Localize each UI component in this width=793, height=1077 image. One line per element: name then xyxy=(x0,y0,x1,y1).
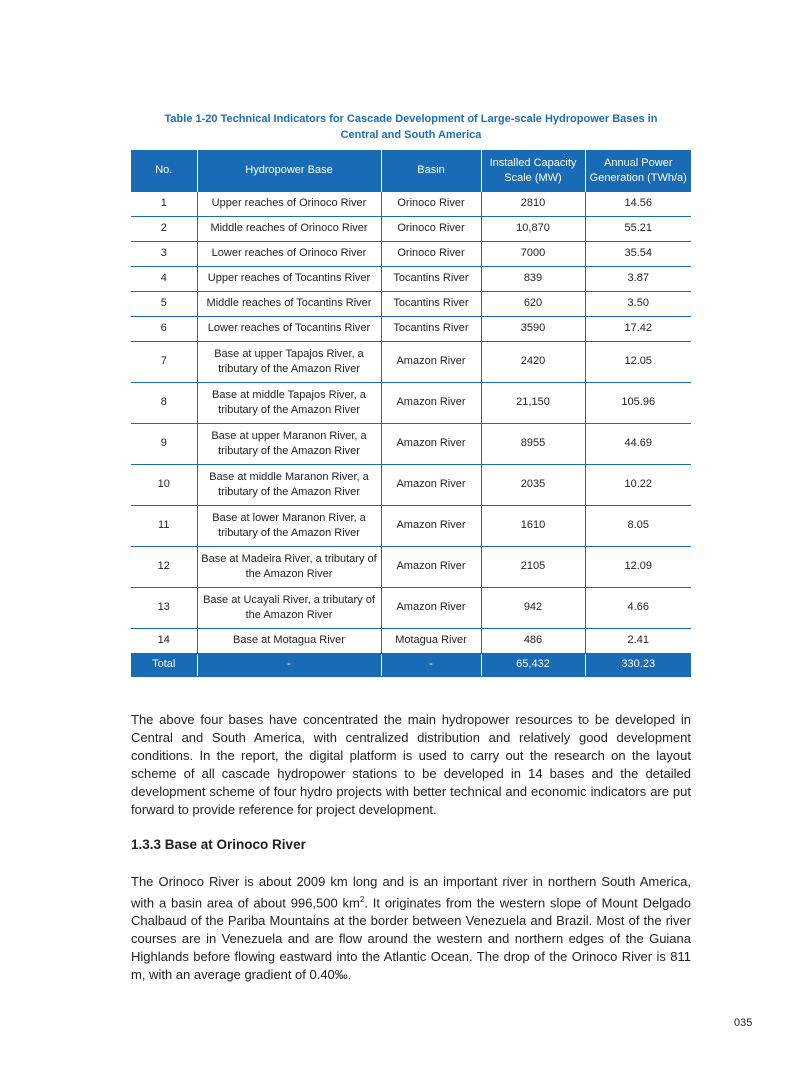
table-row xyxy=(131,547,691,588)
cell-generation: 3.50 xyxy=(585,292,691,317)
table-row xyxy=(131,242,691,267)
cell-no: 11 xyxy=(131,506,197,547)
cell-no: 4 xyxy=(131,267,197,292)
cell-basin: Orinoco River xyxy=(381,192,481,217)
cell-generation: 17.42 xyxy=(585,317,691,342)
cell-basin: Amazon River xyxy=(381,465,481,506)
table-row xyxy=(131,629,691,654)
cell-basin: Amazon River xyxy=(381,342,481,383)
cell-capacity: 839 xyxy=(481,267,585,292)
cell-generation: 3.87 xyxy=(585,267,691,292)
cell-capacity: 942 xyxy=(481,588,585,629)
total-cell-generation: 330.23 xyxy=(585,654,691,677)
table-row xyxy=(131,217,691,242)
table-row xyxy=(131,506,691,547)
cell-capacity: 2420 xyxy=(481,342,585,383)
cell-base: Base at middle Maranon River, a tributary of the Amazon River xyxy=(197,465,381,506)
cell-no: 2 xyxy=(131,217,197,242)
para-text: . It originates from the western slope of Mount Delgado Chalbaud of the Pariba Mountains at the border between Venezuela and Brazil. Most of the river courses are in Venezuela and are flow around the western and northern edges of the Guiana Highlands before flowing eastward into the Atlantic Ocean. The drop of the Orinoco River is 811 m, with an average gradient of 0.40‰. xyxy=(131,895,691,983)
cell-base: Middle reaches of Tocantins River xyxy=(197,292,381,317)
cell-base: Base at Ucayali River, a tributary of the Amazon River xyxy=(197,588,381,629)
paragraph-summary: The above four bases have concentrated the main hydropower resources to be developed in Central and South America, with centralized distribution and relatively good development conditions. In the report, the digital platform is used to carry out the research on the layout scheme of all cascade hydropower stations to be developed in 14 bases and the detailed development scheme of four hydro projects with better technical and economic indicators are put forward to provide reference for project development. xyxy=(131,712,691,817)
header-capacity: Installed Capacity Scale (MW) xyxy=(481,150,585,192)
table-row xyxy=(131,342,691,383)
cell-base: Base at Motagua River xyxy=(197,629,381,654)
cell-capacity: 2810 xyxy=(481,192,585,217)
cell-capacity: 10,870 xyxy=(481,217,585,242)
cell-capacity: 21,150 xyxy=(481,383,585,424)
total-cell-base: - xyxy=(197,654,381,677)
table-caption xyxy=(131,112,691,143)
paragraph-orinoco xyxy=(131,873,691,984)
cell-basin: Tocantins River xyxy=(381,292,481,317)
cell-no: 5 xyxy=(131,292,197,317)
table-row xyxy=(131,317,691,342)
section-heading: 1.3.3 Base at Orinoco River xyxy=(131,837,306,852)
cell-base: Base at upper Maranon River, a tributary of the Amazon River xyxy=(197,424,381,465)
cell-basin: Amazon River xyxy=(381,383,481,424)
cell-basin: Orinoco River xyxy=(381,242,481,267)
para-text: The Orinoco River is about 2009 km long and is an important river in northern South America, with a basin area of about 996,500 km xyxy=(131,874,691,911)
cell-generation: 4.66 xyxy=(585,588,691,629)
cell-no: 14 xyxy=(131,629,197,654)
hydropower-table xyxy=(131,150,691,677)
cell-base: Middle reaches of Orinoco River xyxy=(197,217,381,242)
header-no: No. xyxy=(131,150,197,192)
caption-line-1: Table 1-20 Technical Indicators for Cascade Development of Large-scale Hydropower Bases in xyxy=(164,113,658,125)
cell-base: Upper reaches of Orinoco River xyxy=(197,192,381,217)
table-row xyxy=(131,588,691,629)
cell-base: Base at Madeira River, a tributary of the Amazon River xyxy=(197,547,381,588)
cell-basin: Amazon River xyxy=(381,588,481,629)
header-base: Hydropower Base xyxy=(197,150,381,192)
cell-capacity: 1610 xyxy=(481,506,585,547)
cell-no: 13 xyxy=(131,588,197,629)
cell-no: 1 xyxy=(131,192,197,217)
cell-basin: Amazon River xyxy=(381,424,481,465)
cell-capacity: 486 xyxy=(481,629,585,654)
cell-base: Upper reaches of Tocantins River xyxy=(197,267,381,292)
cell-no: 3 xyxy=(131,242,197,267)
cell-base: Base at middle Tapajos River, a tributary of the Amazon River xyxy=(197,383,381,424)
table-row xyxy=(131,383,691,424)
caption-line-2: Central and South America xyxy=(340,128,482,141)
superscript: 2 xyxy=(359,895,365,904)
cell-generation: 2.41 xyxy=(585,629,691,654)
cell-generation: 14.56 xyxy=(585,192,691,217)
page-number: 035 xyxy=(734,1017,753,1029)
cell-base: Base at lower Maranon River, a tributary of the Amazon River xyxy=(197,506,381,547)
cell-basin: Orinoco River xyxy=(381,217,481,242)
cell-capacity: 8955 xyxy=(481,424,585,465)
cell-generation: 10.22 xyxy=(585,465,691,506)
cell-basin: Motagua River xyxy=(381,629,481,654)
cell-generation: 35.54 xyxy=(585,242,691,267)
cell-no: 12 xyxy=(131,547,197,588)
cell-no: 9 xyxy=(131,424,197,465)
header-generation: Annual Power Generation (TWh/a) xyxy=(585,150,691,192)
cell-basin: Amazon River xyxy=(381,506,481,547)
cell-generation: 55.21 xyxy=(585,217,691,242)
table-row xyxy=(131,465,691,506)
cell-basin: Tocantins River xyxy=(381,267,481,292)
total-cell-no: Total xyxy=(131,654,197,677)
cell-generation: 44.69 xyxy=(585,424,691,465)
cell-basin: Tocantins River xyxy=(381,317,481,342)
total-row xyxy=(131,654,691,677)
cell-base: Lower reaches of Orinoco River xyxy=(197,242,381,267)
cell-generation: 12.09 xyxy=(585,547,691,588)
cell-capacity: 2105 xyxy=(481,547,585,588)
cell-basin: Amazon River xyxy=(381,547,481,588)
cell-no: 10 xyxy=(131,465,197,506)
table-row xyxy=(131,424,691,465)
cell-base: Base at upper Tapajos River, a tributary of the Amazon River xyxy=(197,342,381,383)
cell-generation: 8.05 xyxy=(585,506,691,547)
cell-no: 6 xyxy=(131,317,197,342)
header-basin: Basin xyxy=(381,150,481,192)
cell-capacity: 7000 xyxy=(481,242,585,267)
cell-generation: 105.96 xyxy=(585,383,691,424)
table-row xyxy=(131,267,691,292)
table-row xyxy=(131,192,691,217)
total-cell-capacity: 65,432 xyxy=(481,654,585,677)
table-row xyxy=(131,292,691,317)
table-header-row xyxy=(131,150,691,192)
cell-no: 7 xyxy=(131,342,197,383)
cell-generation: 12.05 xyxy=(585,342,691,383)
cell-capacity: 3590 xyxy=(481,317,585,342)
total-cell-basin: - xyxy=(381,654,481,677)
cell-base: Lower reaches of Tocantins River xyxy=(197,317,381,342)
cell-no: 8 xyxy=(131,383,197,424)
cell-capacity: 2035 xyxy=(481,465,585,506)
cell-capacity: 620 xyxy=(481,292,585,317)
